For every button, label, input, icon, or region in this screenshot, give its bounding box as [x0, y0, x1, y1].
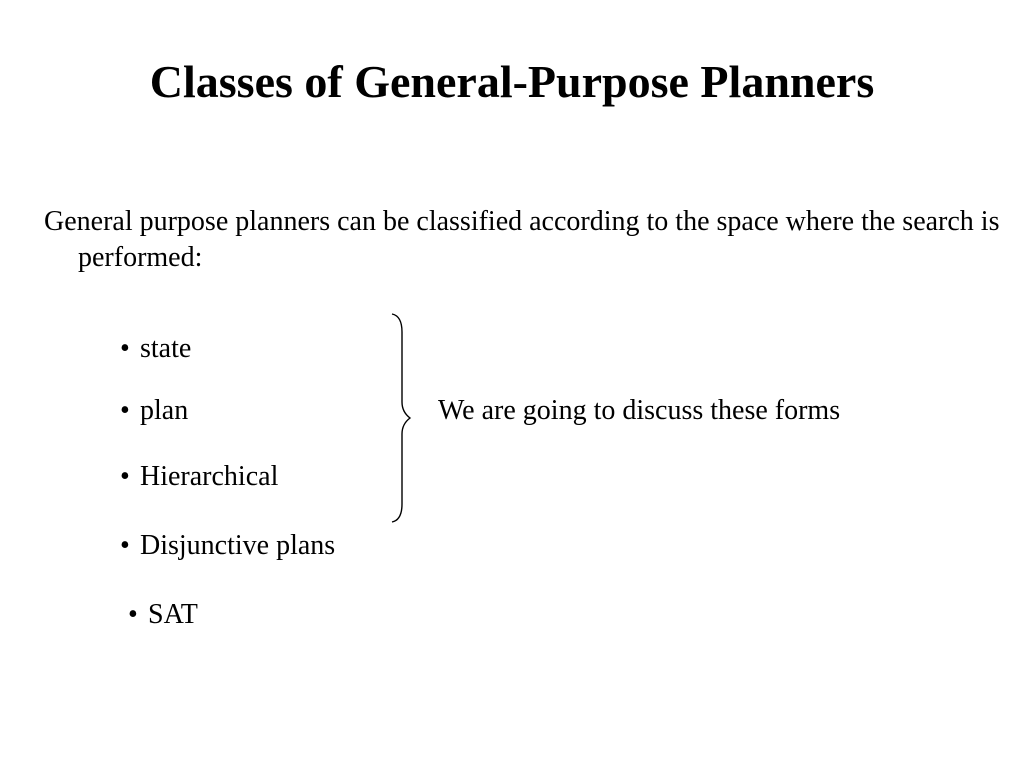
bullet-label: SAT	[148, 599, 198, 630]
bullet-marker: •	[120, 461, 130, 492]
bullet-marker: •	[120, 395, 130, 426]
intro-paragraph: General purpose planners can be classified according to the space where the search is performed:	[44, 206, 1000, 273]
bullet-marker: •	[120, 530, 130, 561]
bullet-item-hierarchical	[120, 460, 278, 494]
bullet-label: Hierarchical	[140, 461, 279, 492]
bullet-item-plan	[120, 394, 188, 428]
right-curly-brace	[388, 312, 418, 524]
brace-note: We are going to discuss these forms	[438, 395, 841, 426]
bullet-marker: •	[120, 333, 130, 364]
bullet-marker: •	[128, 599, 138, 630]
bullet-label: plan	[140, 395, 189, 426]
bullet-label: state	[140, 333, 192, 364]
slide-title: Classes of General-Purpose Planners	[149, 56, 875, 107]
bullet-label: Disjunctive plans	[140, 530, 336, 561]
bullet-item-sat	[128, 598, 198, 632]
bullet-item-state	[120, 332, 191, 366]
bullet-item-disjunctive-plans	[120, 529, 335, 563]
